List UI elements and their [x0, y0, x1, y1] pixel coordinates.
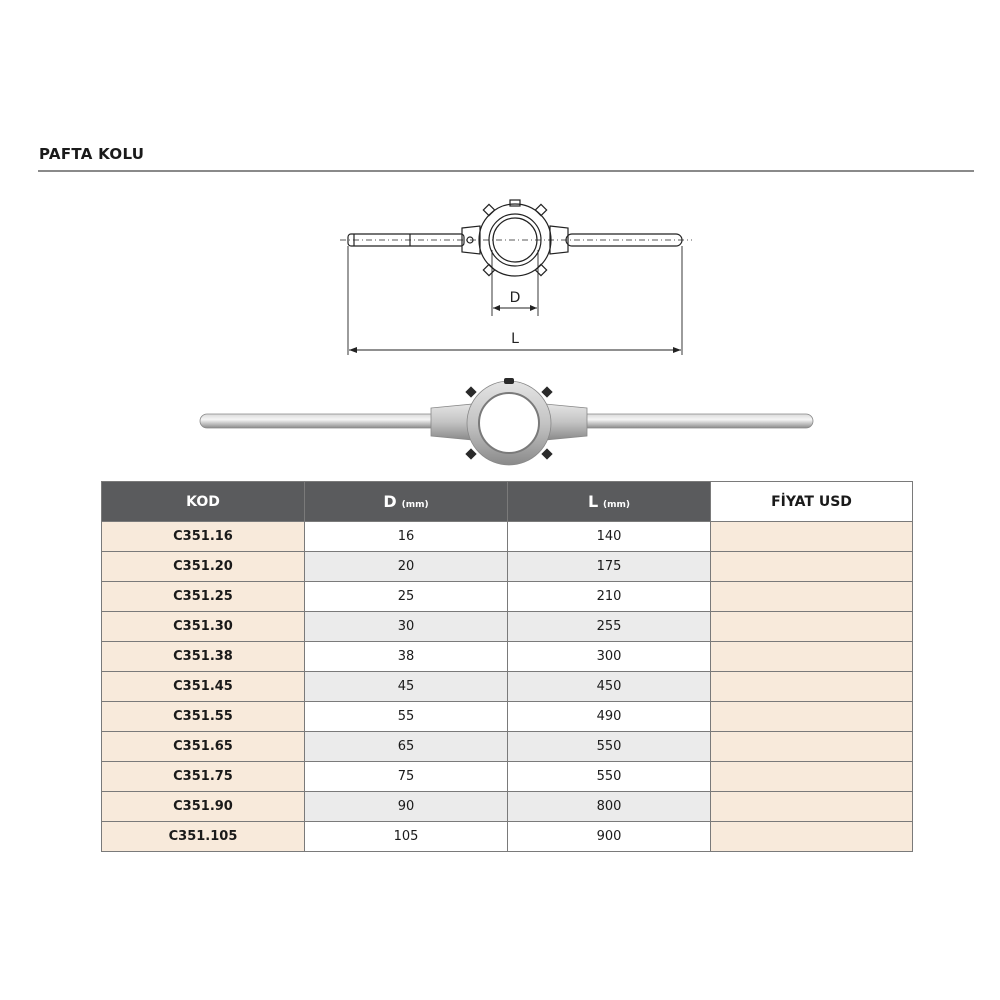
- cell-kod: C351.30: [102, 612, 305, 642]
- cell-d: 55: [305, 702, 508, 732]
- header-d: [305, 482, 508, 522]
- cell-kod: C351.45: [102, 672, 305, 702]
- cell-price: [711, 582, 913, 612]
- header-d-unit: (mm): [401, 500, 429, 510]
- table-row: [102, 822, 913, 852]
- cell-kod: C351.55: [102, 702, 305, 732]
- cell-price: [711, 732, 913, 762]
- header-kod: KOD: [102, 482, 305, 522]
- table-row: [102, 582, 913, 612]
- cell-kod: C351.20: [102, 552, 305, 582]
- table-row: [102, 672, 913, 702]
- table-header-row: [102, 482, 913, 522]
- cell-d: 90: [305, 792, 508, 822]
- table-row: [102, 762, 913, 792]
- table-row: [102, 612, 913, 642]
- header-d-label: D: [383, 492, 397, 511]
- cell-d: 45: [305, 672, 508, 702]
- cell-kod: C351.38: [102, 642, 305, 672]
- cell-l: 300: [508, 642, 711, 672]
- cell-price: [711, 762, 913, 792]
- cell-kod: C351.16: [102, 522, 305, 552]
- table-row: [102, 732, 913, 762]
- table-row: [102, 792, 913, 822]
- cell-kod: C351.90: [102, 792, 305, 822]
- cell-price: [711, 522, 913, 552]
- cell-l: 175: [508, 552, 711, 582]
- cell-price: [711, 792, 913, 822]
- cell-d: 65: [305, 732, 508, 762]
- header-l-unit: (mm): [603, 500, 631, 510]
- cell-d: 20: [305, 552, 508, 582]
- page-title: PAFTA KOLU: [39, 145, 145, 163]
- cell-l: 490: [508, 702, 711, 732]
- cell-kod: C351.25: [102, 582, 305, 612]
- cell-l: 255: [508, 612, 711, 642]
- header-price: FİYAT USD: [711, 482, 913, 522]
- die-holder-product-image: [195, 378, 820, 468]
- cell-d: 30: [305, 612, 508, 642]
- cell-d: 25: [305, 582, 508, 612]
- cell-price: [711, 552, 913, 582]
- dimension-l-label: L: [511, 331, 519, 347]
- cell-kod: C351.105: [102, 822, 305, 852]
- cell-d: 105: [305, 822, 508, 852]
- cell-price: [711, 642, 913, 672]
- cell-l: 450: [508, 672, 711, 702]
- cell-price: [711, 702, 913, 732]
- cell-d: 16: [305, 522, 508, 552]
- cell-kod: C351.75: [102, 762, 305, 792]
- cell-l: 900: [508, 822, 711, 852]
- cell-l: 210: [508, 582, 711, 612]
- cell-l: 140: [508, 522, 711, 552]
- table-row: [102, 702, 913, 732]
- table-row: [102, 552, 913, 582]
- table-row: [102, 642, 913, 672]
- cell-price: [711, 672, 913, 702]
- header-l-label: L: [587, 492, 599, 511]
- cell-l: 550: [508, 762, 711, 792]
- cell-l: 550: [508, 732, 711, 762]
- cell-d: 38: [305, 642, 508, 672]
- header-l: [508, 482, 711, 522]
- title-divider: [38, 170, 974, 172]
- technical-drawing: [330, 190, 700, 365]
- cell-price: [711, 612, 913, 642]
- cell-l: 800: [508, 792, 711, 822]
- product-spec-table: [101, 481, 913, 852]
- dimension-d-label: D: [509, 290, 521, 306]
- cell-d: 75: [305, 762, 508, 792]
- cell-price: [711, 822, 913, 852]
- cell-kod: C351.65: [102, 732, 305, 762]
- table-row: [102, 522, 913, 552]
